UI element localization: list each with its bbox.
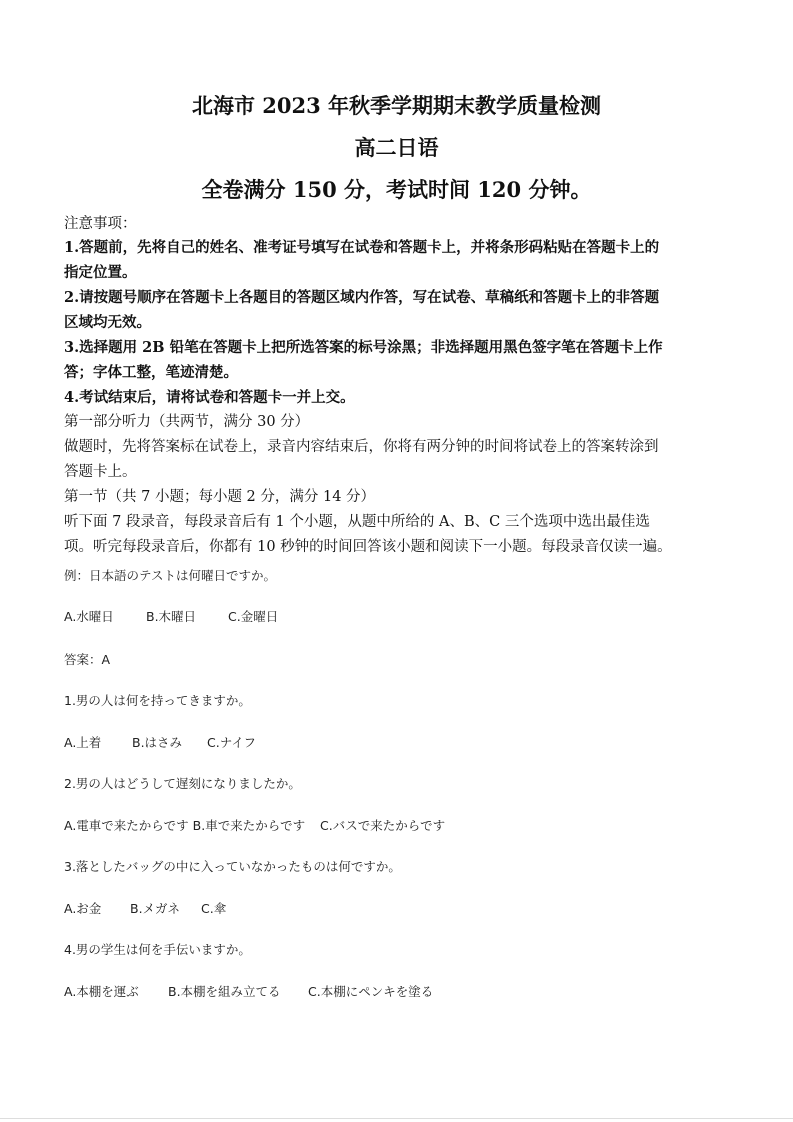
example-options <box>64 607 278 625</box>
q4-option-c: C.本棚にペンキを塗る <box>308 984 434 999</box>
q1-option-c: C.ナイフ <box>207 735 256 750</box>
q3-option-a: A.お金 <box>64 901 102 916</box>
q4-option-a: A.本棚を運ぶ <box>64 984 139 999</box>
question-3-options <box>64 899 226 917</box>
question-1-options <box>64 733 256 751</box>
q2-option-a-b: A.電車で来たからです B.車で来たからです <box>64 818 306 833</box>
part1-instruction-line-2: 答题卡上。 <box>64 464 137 480</box>
question-2: 2.男の人はどうして遅刻になりましたか。 <box>64 776 301 791</box>
exam-subject: 高二日语 <box>354 135 439 160</box>
question-4-options <box>64 982 433 1000</box>
note-item-2-line-1: 2.请按题号顺序在答题卡上各题目的答题区域内作答，写在试卷、草稿纸和答题卡上的非答题 <box>64 289 660 306</box>
note-item-2-line-2: 区域均无效。 <box>64 314 151 331</box>
example-answer: 答案：A <box>64 652 111 667</box>
section1-instruction-line-2: 项。听完每段录音后，你都有 10 秒钟的时间回答该小题和阅读下一小题。每段录音仅读一遍。 <box>64 539 672 555</box>
example-option-a: A.水曜日 <box>64 609 114 624</box>
note-item-1-line-1: 1.答题前，先将自己的姓名、准考证号填写在试卷和答题卡上，并将条形码粘贴在答题卡上的 <box>64 239 660 256</box>
question-3: 3.落としたバッグの中に入っていなかったものは何ですか。 <box>64 859 401 874</box>
q4-option-b: B.本棚を組み立てる <box>168 984 281 999</box>
q3-option-c: C.傘 <box>201 901 227 916</box>
section1-heading: 第一节（共 7 小题；每小题 2 分，满分 14 分） <box>64 489 376 505</box>
notes-heading: 注意事项： <box>64 216 137 232</box>
question-4: 4.男の学生は何を手伝いますか。 <box>64 942 251 957</box>
q2-option-c: C.バスで来たからです <box>320 818 446 833</box>
question-1: 1.男の人は何を持ってきますか。 <box>64 693 251 708</box>
q3-option-b: B.メガネ <box>130 901 181 916</box>
q1-option-a: A.上着 <box>64 735 102 750</box>
note-item-4: 4.考试结束后，请将试卷和答题卡一并上交。 <box>64 389 355 406</box>
note-item-3-line-1: 3.选择题用 2B 铅笔在答题卡上把所选答案的标号涂黑；非选择题用黑色签字笔在答题卡上作 <box>64 339 663 356</box>
question-2-options <box>64 816 445 834</box>
page-bottom-divider <box>0 1118 793 1119</box>
part1-instruction-line-1: 做题时，先将答案标在试卷上，录音内容结束后，你将有两分钟的时间将试卷上的答案转涂到 <box>64 439 659 455</box>
example-option-c: C.金曜日 <box>228 609 279 624</box>
exam-score-time: 全卷满分 150 分，考试时间 120 分钟。 <box>201 177 592 202</box>
note-item-1-line-2: 指定位置。 <box>64 264 137 281</box>
part1-heading: 第一部分听力（共两节，满分 30 分） <box>64 414 310 430</box>
section1-instruction-line-1: 听下面 7 段录音，每段录音后有 1 个小题，从题中所给的 A、B、C 三个选项中选出最佳选 <box>64 514 650 530</box>
exam-title: 北海市 2023 年秋季学期期末教学质量检测 <box>191 93 602 118</box>
example-option-b: B.木曜日 <box>146 609 197 624</box>
note-item-3-line-2: 答；字体工整，笔迹清楚。 <box>64 364 238 381</box>
example-question: 例：日本語のテストは何曜日ですか。 <box>64 568 277 583</box>
q1-option-b: B.はさみ <box>132 735 183 750</box>
